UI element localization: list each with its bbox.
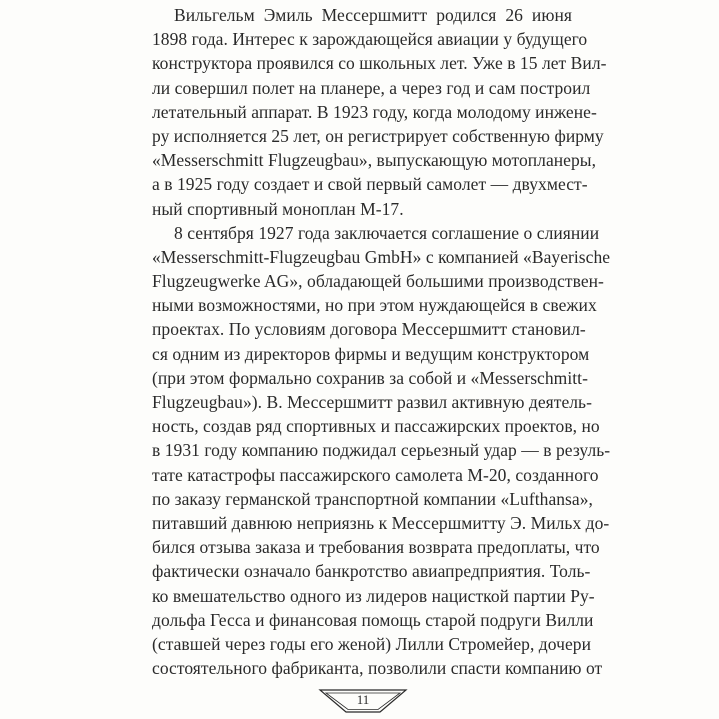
paragraph-1	[152, 3, 607, 221]
text-line: летательный аппарат. В 1923 году, когда молодому инжене-	[152, 101, 597, 122]
text-line: Flugzeugwerke AG», обладающей большими производствен-	[152, 271, 604, 292]
text-line: состоятельного фабриканта, позволили спасти компанию от	[152, 658, 603, 679]
text-line: (при этом формально сохранив за собой и «Messerschmitt-	[152, 367, 588, 388]
text-line: ли совершил полет на планере, а через год и сам построил	[152, 77, 591, 98]
text-line: ру исполняется 25 лет, он регистрирует собственную фирму	[152, 125, 604, 146]
page-footer	[318, 688, 408, 714]
text-line: в 1931 году компанию поджидал серьезный удар — в резуль-	[152, 440, 611, 461]
text-line: (ставшей через годы его женой) Лилли Стромейер, дочери	[152, 633, 591, 654]
text-line: тате катастрофы пассажирского самолета М-20, созданного	[152, 464, 599, 485]
text-line: дольфа Гесса и финансовая помощь старой подруги Вилли	[152, 609, 594, 630]
text-line: конструктора проявился со школьных лет. Уже в 15 лет Вил-	[152, 53, 607, 74]
text-line: по заказу германской транспортной компании «Lufthansa»,	[152, 488, 593, 509]
text-line: бился отзыва заказа и требования возврата предоплаты, что	[152, 537, 600, 558]
text-line: Вильгельм Эмиль Мессершмитт родился 26 июня	[174, 5, 572, 25]
text-line: «Messerschmitt-Flugzeugbau GmbH» с компанией «Bayerische	[152, 246, 611, 267]
text-line: ный спортивный моноплан М-17.	[152, 198, 404, 219]
text-line: проектах. По условиям договора Мессершмитт становил-	[152, 319, 586, 340]
text-line: питавший давнюю неприязнь к Мессершмитту Э. Мильх до-	[152, 512, 610, 533]
text-line: ными возможностями, но при этом нуждающейся в свежих	[152, 295, 597, 316]
text-line: ко вмешательство одного из лидеров нацисткой партии Ру-	[152, 585, 595, 606]
text-line: «Messerschmitt Flugzeugbau», выпускающую мотопланеры,	[152, 150, 597, 171]
body-text	[152, 3, 611, 680]
text-line: ся одним из директоров фирмы и ведущим конструктором	[152, 343, 590, 364]
text-line: а в 1925 году создает и свой первый самолет — двухмест-	[152, 174, 588, 195]
paragraph-2	[152, 221, 611, 681]
text-line: 8 сентября 1927 года заключается соглашение о слиянии	[174, 222, 600, 243]
text-line: фактически означало банкротство авиапредприятия. Толь-	[152, 561, 591, 582]
text-line: 1898 года. Интерес к зарождающейся авиации у будущего	[152, 29, 588, 50]
text-line: ность, создав ряд спортивных и пассажирских проектов, но	[152, 416, 600, 437]
text-line: Flugzeugbau»). В. Мессершмитт развил активную деятель-	[152, 392, 592, 412]
page-number: 11	[356, 692, 370, 707]
